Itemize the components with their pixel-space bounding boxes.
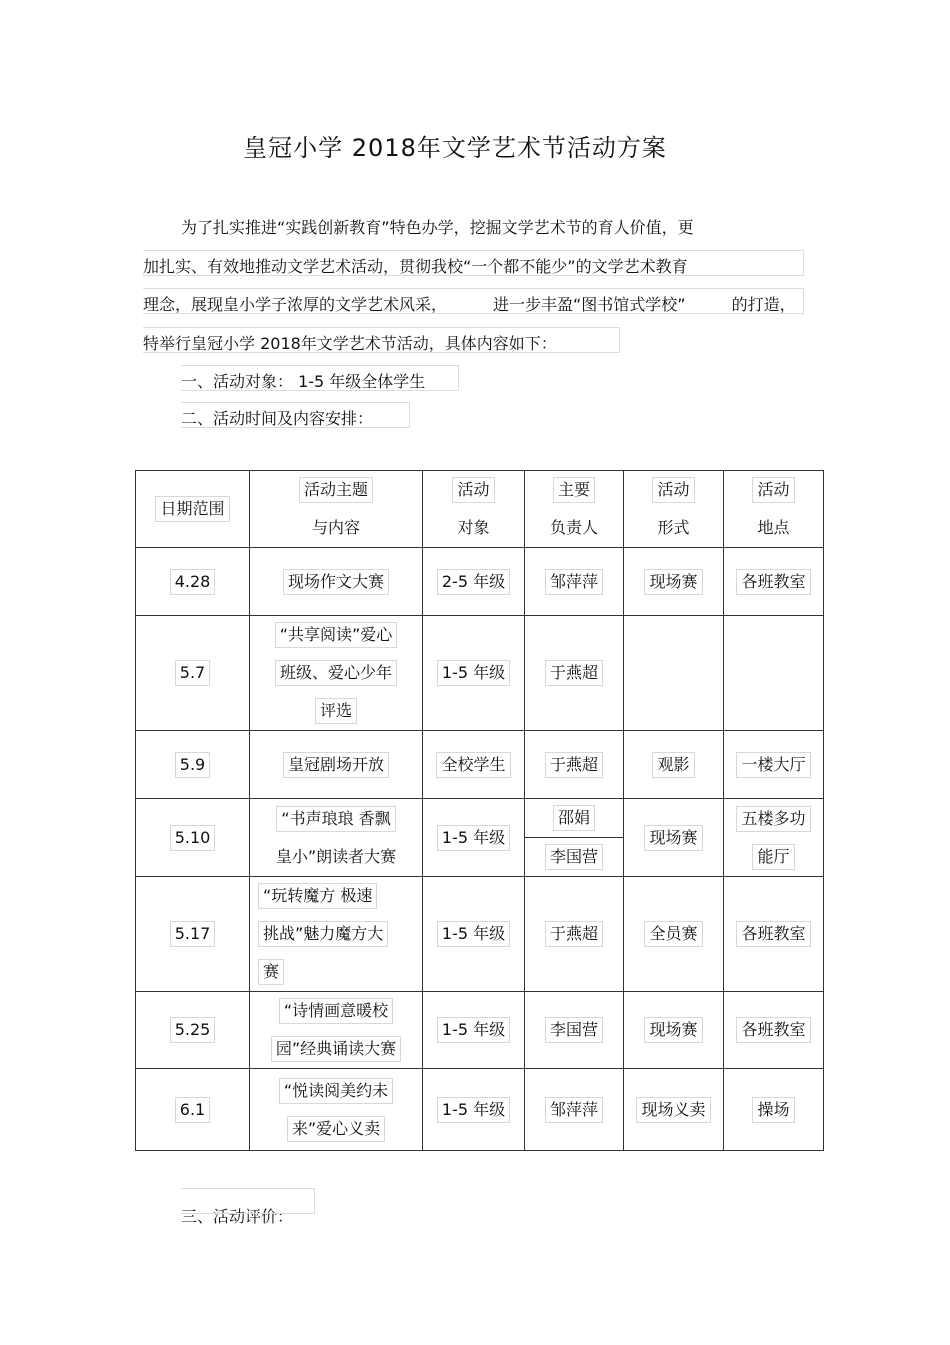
cell-date: 5.10 xyxy=(136,799,250,877)
cell-date: 5.7 xyxy=(136,616,250,731)
cell-owner: 邹萍萍 xyxy=(525,1069,624,1151)
cell-owner: 于燕超 xyxy=(525,877,624,992)
cell-owner: 邵娟 xyxy=(525,799,624,838)
intro-line-3c: 的打造， xyxy=(731,295,796,314)
cell-theme: “共享阅读”爱心 班级、爱心少年 评选 xyxy=(250,616,423,731)
cell-place: 操场 xyxy=(724,1069,824,1151)
header-theme: 活动主题 与内容 xyxy=(250,471,423,548)
header-owner: 主要 负责人 xyxy=(525,471,624,548)
cell-date: 4.28 xyxy=(136,548,250,616)
header-form: 活动 形式 xyxy=(624,471,724,548)
cell-theme: 皇冠剧场开放 xyxy=(250,731,423,799)
table-header-row xyxy=(136,471,824,548)
table-row xyxy=(136,877,824,992)
cell-form: 全员赛 xyxy=(624,877,724,992)
cell-place: 一楼大厅 xyxy=(724,731,824,799)
text-frame xyxy=(181,402,410,428)
cell-place: 各班教室 xyxy=(724,992,824,1069)
text-frame xyxy=(143,327,620,353)
cell-form: 现场赛 xyxy=(624,548,724,616)
cell-place: 各班教室 xyxy=(724,548,824,616)
cell-target: 1-5 年级 xyxy=(423,877,525,992)
cell-owner: 李国营 xyxy=(525,838,624,877)
header-date: 日期范围 xyxy=(136,471,250,548)
cell-owner: 于燕超 xyxy=(525,616,624,731)
cell-date: 5.17 xyxy=(136,877,250,992)
table-row xyxy=(136,731,824,799)
cell-form: 观影 xyxy=(624,731,724,799)
cell-place xyxy=(724,616,824,731)
cell-theme: “书声琅琅 香飘 皇小”朗读者大赛 xyxy=(250,799,423,877)
cell-theme: 现场作文大赛 xyxy=(250,548,423,616)
intro-line-4: 特举行皇冠小学 2018年文学艺术节活动，具体内容如下： xyxy=(143,334,557,353)
intro-line-3a: 理念，展现皇小学子浓厚的文学艺术风采， xyxy=(143,295,448,314)
cell-owner: 李国营 xyxy=(525,992,624,1069)
table-row xyxy=(136,799,824,838)
cell-target: 1-5 年级 xyxy=(423,992,525,1069)
table-row xyxy=(136,548,824,616)
cell-theme: “诗情画意暖校 园”经典诵读大赛 xyxy=(250,992,423,1069)
section-1-target: 一、活动对象： 1-5 年级全体学生 xyxy=(181,372,426,391)
intro-line-1: 为了扎实推进“实践创新教育”特色办学，挖掘文学艺术节的育人价值，更 xyxy=(181,218,694,237)
intro-line-3b: 进一步丰盈“图书馆式学校” xyxy=(493,295,686,314)
cell-place: 各班教室 xyxy=(724,877,824,992)
schedule-table xyxy=(135,470,824,1151)
text-frame xyxy=(181,365,459,391)
intro-line-2: 加扎实、有效地推动文学艺术活动，贯彻我校“一个都不能少”的文学艺术教育 xyxy=(143,257,688,276)
text-frame xyxy=(143,288,804,314)
document-title: 皇冠小学 2018年文学艺术节活动方案 xyxy=(243,134,667,162)
table-row xyxy=(136,992,824,1069)
cell-form: 现场赛 xyxy=(624,992,724,1069)
cell-date: 6.1 xyxy=(136,1069,250,1151)
cell-theme: “悦读阅美约未 来”爱心义卖 xyxy=(250,1069,423,1151)
table-row xyxy=(136,1069,824,1151)
cell-place: 五楼多功 能厅 xyxy=(724,799,824,877)
header-target: 活动 对象 xyxy=(423,471,525,548)
text-frame xyxy=(143,250,804,276)
cell-form xyxy=(624,616,724,731)
text-frame xyxy=(181,1188,315,1214)
table-row xyxy=(136,616,824,731)
section-2-schedule: 二、活动时间及内容安排： xyxy=(181,409,374,428)
header-place: 活动 地点 xyxy=(724,471,824,548)
cell-form: 现场赛 xyxy=(624,799,724,877)
cell-date: 5.9 xyxy=(136,731,250,799)
cell-target: 全校学生 xyxy=(423,731,525,799)
section-3-evaluation: 三、活动评价： xyxy=(181,1207,294,1226)
cell-form: 现场义卖 xyxy=(624,1069,724,1151)
cell-target: 2-5 年级 xyxy=(423,548,525,616)
cell-owner: 邹萍萍 xyxy=(525,548,624,616)
cell-owner: 于燕超 xyxy=(525,731,624,799)
cell-target: 1-5 年级 xyxy=(423,1069,525,1151)
cell-theme: “玩转魔方 极速 挑战”魅力魔方大 赛 xyxy=(250,877,423,992)
cell-date: 5.25 xyxy=(136,992,250,1069)
cell-target: 1-5 年级 xyxy=(423,616,525,731)
cell-target: 1-5 年级 xyxy=(423,799,525,877)
